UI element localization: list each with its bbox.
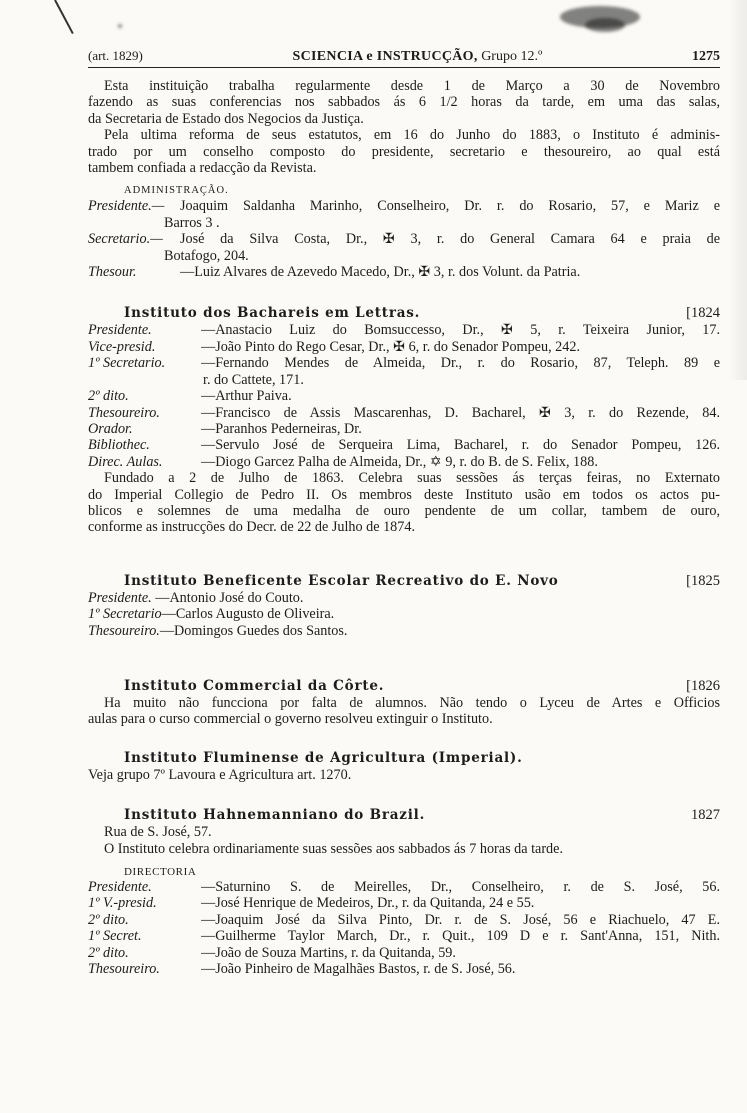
member-row [88,388,720,404]
section-title-fluminense [88,750,720,767]
hahnemanniano-address: Rua de S. José, 57. [104,824,212,841]
section-title-beneficente [88,573,720,590]
member-row [88,590,720,606]
member-value: —Servulo José de Serqueira Lima, Bacharel, r. do Senador Pompeu, 126. [201,437,720,454]
section-number: 1827 [691,807,720,824]
hahnemanniano-session: O Instituto celebra ordinariamente suas sessões aos sabbados ás 7 horas da tarde. [104,840,563,857]
member-value: —Antonio José do Couto. [151,589,304,606]
member-label: Bibliothec. [88,437,150,454]
paragraph-line: conforme as instrucções do Decr. de 22 de Julho de 1874. [88,519,416,536]
document-page [88,48,720,977]
member-value: —Carlos Augusto de Oliveira. [161,606,335,623]
section-title-hahnemanniano [88,807,720,824]
admin-cont: Barros 3 . [164,214,220,231]
intro-line: trado por um conselho composto do presidente, secretario e thesoureiro, ao qual está [88,143,720,160]
member-value: —Fernando Mendes de Almeida, Dr., r. do Rosario, 87, Teleph. 89 e [201,355,720,372]
admin-row [88,264,720,280]
member-label: Direc. Aulas. [88,453,163,470]
intro-line: tambem confiada a redacção da Revista. [88,160,317,177]
member-label: 2º dito. [88,911,129,928]
member-row [88,945,720,961]
member-label: Orador. [88,420,133,437]
member-value: —João Pinheiro de Magalhães Bastos, r. de S. José, 56. [201,961,516,978]
member-value: —Paranhos Pederneiras, Dr. [201,420,362,437]
member-row [88,895,720,911]
member-label: Presidente. [88,322,152,339]
fluminense-reference: Veja grupo 7º Lavoura e Agricultura art. 1270. [88,766,352,783]
article-ref: (art. 1829) [88,48,143,63]
member-row [88,339,720,355]
member-value: —Domingos Guedes dos Santos. [159,622,348,639]
paragraph-line: Ha muito não funcciona por falta de alumnos. Não tendo o Lyceu de Artes e Officios [104,694,720,711]
member-value: —José Henrique de Medeiros, Dr., r. da Quitanda, 24 e 55. [201,895,535,912]
member-row [88,623,720,639]
member-value: —Francisco de Assis Mascarenhas, D. Bacharel, ✠ 3, r. do Rezende, 84. [201,404,720,421]
member-label: 1º Secretario [88,606,162,623]
member-label: Presidente. [88,879,152,895]
member-row [88,912,720,928]
member-row [88,606,720,622]
paragraph-line: aulas para o curso commercial o governo resolveu extinguir o Instituto. [88,711,493,728]
commercial-paragraph [88,695,720,728]
member-label: 1º V.-presid. [88,895,157,912]
member-label: Thesoureiro. [88,622,160,639]
member-value: —Guilherme Taylor March, Dr., r. Quit., 109 D e r. Sant'Anna, 151, Nith. [201,928,720,945]
intro-line: Pela ultima reforma de seus estatutos, em 16 do Junho do 1883, o Instituto é adminis- [104,127,720,144]
page-number: 1275 [691,49,720,64]
admin-label: Presidente.— [88,198,165,215]
member-label: Vice-presid. [88,338,156,355]
header-group: Grupo 12.º [481,49,543,64]
section-title-commercial [88,678,720,695]
section-number: [1824 [686,305,720,322]
section-number: [1826 [686,677,720,694]
member-row [88,437,720,453]
admin-value: Joaquim Saldanha Marinho, Conselheiro, Dr. r. do Rosario, 57, e Mariz e [180,198,720,215]
intro-line: Esta instituição trabalha regularmente desde 1 de Março a 30 de Novembro [104,78,720,94]
section-title-text: Instituto dos Bachareis em Lettras. [124,305,421,322]
member-row [88,322,720,338]
intro-line: fazendo as suas conferencias nos sabbados ás 6 1/2 horas da tarde, em uma das salas, [88,94,720,111]
member-label: Thesoureiro. [88,961,160,978]
member-label: 1º Secretario. [88,355,166,372]
admin-cont: Botafogo, 204. [164,247,249,264]
member-row [88,355,720,371]
member-label: 2º dito. [88,388,129,405]
running-header [88,48,720,68]
intro-paragraph [88,78,720,176]
member-row [88,961,720,977]
member-row [88,454,720,470]
ink-smudge [585,18,625,32]
member-value: —João Pinto do Rego Cesar, Dr., ✠ 6, r. do Senador Pompeu, 242. [201,338,580,355]
directoria-list [88,879,720,977]
section-title-text: Instituto Commercial da Côrte. [124,677,385,694]
header-title [293,49,543,65]
member-row [88,879,720,895]
section-title-text: Instituto Beneficente Escolar Recreativo do E. Novo [124,572,559,589]
member-row [88,928,720,944]
paragraph-line: blicos e solemnes de uma medalha de ouro pendente de um collar, tambem de ouro, [88,502,720,519]
header-title-bold: SCIENCIA e INSTRUCÇÃO, [292,49,478,64]
admin-heading: ADMINISTRAÇÃO. [124,185,229,197]
member-label: Presidente. [88,589,152,606]
member-value: —Arthur Paiva. [201,388,292,405]
page-edge-shadow [729,0,747,380]
admin-label: Secretario.— [88,231,163,248]
member-label: 2º dito. [88,944,129,961]
section-title-text: Instituto Hahnemanniano do Brazil. [124,807,426,824]
corner-ink-mark [54,0,74,34]
ink-smudge [118,24,122,28]
member-label: 1º Secret. [88,928,142,945]
member-label: Thesoureiro. [88,404,160,421]
bachareis-list [88,322,720,470]
intro-line: da Secretaria de Estado dos Negocios da Justiça. [88,110,364,127]
paragraph-line: Fundado a 2 de Julho de 1863. Celebra suas sessões ás terças feiras, no Externato [104,470,720,487]
member-value: —João de Souza Martins, r. da Quitanda, 59. [201,944,456,961]
admin-value: José da Silva Costa, Dr., ✠ 3, r. do General Camara 64 e praia de [180,231,720,248]
member-value: —Diogo Garcez Palha de Almeida, Dr., ✡ 9, r. do B. de S. Felix, 188. [201,453,598,470]
admin-label: Thesour. [88,264,137,281]
admin-value: —Luiz Alvares de Azevedo Macedo, Dr., ✠ 3, r. dos Volunt. da Patria. [180,264,581,281]
paragraph-line: do Imperial Collegio de Pedro II. Os membros deste Instituto usão em todos os actos pu- [88,486,720,503]
beneficente-list [88,590,720,639]
admin-row [88,198,720,214]
member-value: —Joaquim José da Silva Pinto, Dr. r. de S. José, 56 e Riachuelo, 47 E. [201,911,720,928]
section-number: [1825 [686,572,720,589]
section-title-text: Instituto Fluminense de Agricultura (Imperial). [124,749,523,766]
member-value: —Saturnino S. de Meirelles, Dr., Conselheiro, r. de S. José, 56. [201,879,720,895]
member-row [88,421,720,437]
admin-row [88,231,720,247]
directoria-heading: DIRECTORIA [124,866,197,878]
member-cont: r. do Cattete, 171. [203,371,304,388]
member-value: —Anastacio Luiz do Bomsuccesso, Dr., ✠ 5, r. Teixeira Junior, 17. [201,322,720,339]
admin-list [88,198,720,280]
section-title-bachareis [88,305,720,322]
member-row [88,405,720,421]
bachareis-paragraph [88,470,720,536]
